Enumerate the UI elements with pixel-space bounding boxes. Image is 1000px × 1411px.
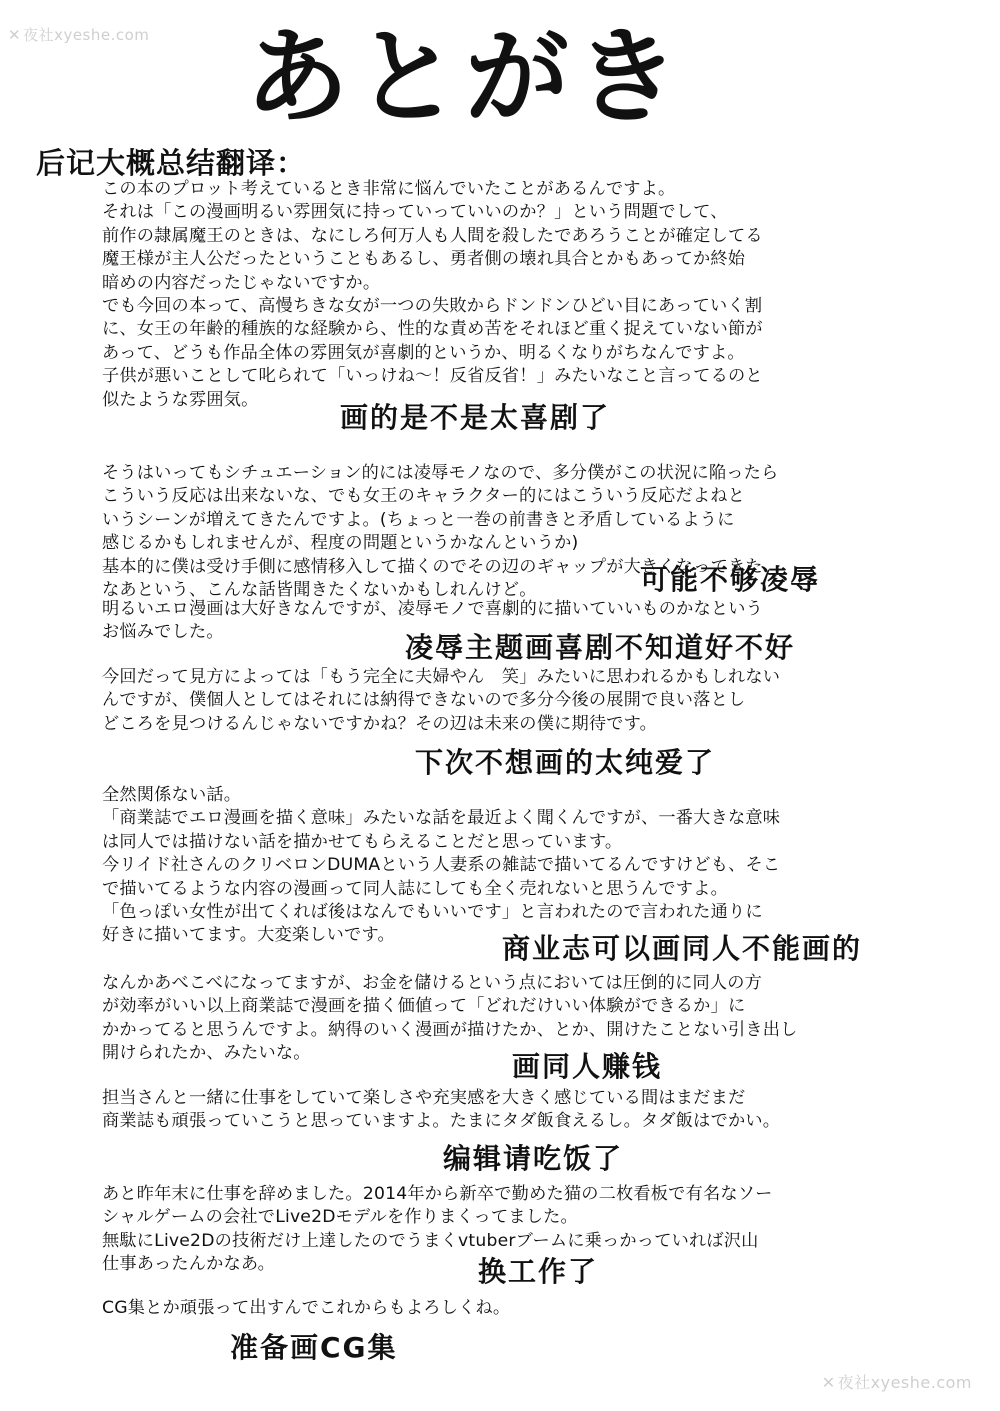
translator-note-5: 商业志可以画同人不能画的 <box>502 932 863 965</box>
paragraph-8: あと昨年末に仕事を辞めました。2014年から新卒で勤めた猫の二枚看板で有名なソー シャルゲームの会社でLive2Dモデルを作りまくってました。 無駄にLive2Dの技術だけ上達したのでうまくvtuberブームに乗っかっていれば沢山 仕事あったんかなあ。 <box>102 1184 773 1275</box>
translator-note-7: 编辑请吃饭了 <box>443 1142 624 1175</box>
translator-note-3: 凌辱主题画喜剧不知道好不好 <box>405 631 796 664</box>
paragraph-9: CG集とか頑張って出すんでこれからもよろしくね。 <box>102 1298 511 1318</box>
translation-heading: 后记大概总结翻译： <box>36 146 307 180</box>
paragraph-3: 明るいエロ漫画は大好きなんですが、凌辱モノで喜劇的に描いていいものかなという お悩みでした。 <box>102 599 764 643</box>
paragraph-7: 担当さんと一緒に仕事をしていて楽しさや充実感を大きく感じている間はまだまだ 商業誌も頑張っていこうと思っていますよ。たまにタダ飯食えるし。タダ飯はでかい。 <box>102 1088 781 1132</box>
watermark-top <box>8 24 149 45</box>
page-title: あとがき <box>244 16 685 138</box>
translator-note-1: 画的是不是太喜剧了 <box>340 401 611 434</box>
translator-note-6: 画同人赚钱 <box>512 1050 663 1083</box>
translator-note-4: 下次不想画的太纯爱了 <box>415 746 716 779</box>
watermark-bottom <box>822 1370 972 1393</box>
paragraph-1: この本のプロット考えているとき非常に悩んでいたことがあるんですよ。 それは「この漫画明るい雰囲気に持っていっていいのか？」という問題でして、 前作の隷属魔王のときは、なにしろ何万人も人間を殺したであろうことが確定してる 魔王様が主人公だったということもあるし、勇者側の壊れ具合とかもあってか終始 暗めの内容だったじゃないですか。 でも今回の本って、高慢ちきな女が一つの失敗からドンドンひどい目にあっていく割 に、女王の年齢的種族的な経験から、性的な責め苦をそれほど重く捉えていない節が あって、どうも作品全体の雰囲気が喜劇的というか、明るくなりがちなんですよ。 子供が悪いことして叱られて「いっけね～！反省反省！」みたいなこと言ってるのと 似たような雰囲気。 <box>102 179 763 410</box>
paragraph-5: 全然関係ない話。 「商業誌でエロ漫画を描く意味」みたいな話を最近よく聞くんですが、一番大きな意味 は同人では描けない話を描かせてもらえることだと思っています。 今リイド社さんのクリベロンDUMAという人妻系の雑誌で描いてるんですけども、そこ で描いてるような内容の漫画って同人誌にしても全く売れないと思うんですよ。 「色っぽい女性が出てくれば後はなんでもいいです」と言われたので言われた通りに 好きに描いてます。大変楽しいです。 <box>102 785 781 946</box>
watermark-bottom-text: 夜社xyeshe.com <box>837 1373 972 1392</box>
paragraph-2: そうはいってもシチュエーション的には凌辱モノなので、多分僕がこの状況に陥ったら こういう反応は出来ないな、でも女王のキャラクター的にはこういう反応だよねと いうシーンが増えてきたんですよ。(ちょっと一巻の前書きと矛盾しているように 感じるかもしれませんが、程度の問題というかなんというか) 基本的に僕は受け手側に感情移入して描くのでその辺のギャップが大きくなってきた なあという、こんな話皆聞きたくないかもしれんけど。 <box>102 463 779 601</box>
x-logo-icon: ✕ <box>8 26 22 44</box>
paragraph-4: 今回だって見方によっては「もう完全に夫婦やん 笑」みたいに思われるかもしれない んですが、僕個人としてはそれには納得できないので多分今後の展開で良い落とし どころを見つけるんじゃないですかね？その辺は未来の僕に期待です。 <box>102 667 781 734</box>
translator-note-9: 准备画CG集 <box>230 1331 398 1364</box>
translator-note-2: 可能不够凌辱 <box>640 563 821 596</box>
translator-note-8: 换工作了 <box>478 1255 599 1288</box>
x-logo-icon: ✕ <box>821 1373 836 1392</box>
watermark-top-text: 夜社xyeshe.com <box>23 26 150 44</box>
paragraph-6: なんかあべこべになってますが、お金を儲けるという点においては圧倒的に同人の方 が効率がいい以上商業誌で漫画を描く価値って「どれだけいい体験ができるか」に かかってると思うんですよ。納得のいく漫画が描けたか、とか、開けたことない引き出し 開けられたか、みたいな。 <box>102 973 798 1064</box>
